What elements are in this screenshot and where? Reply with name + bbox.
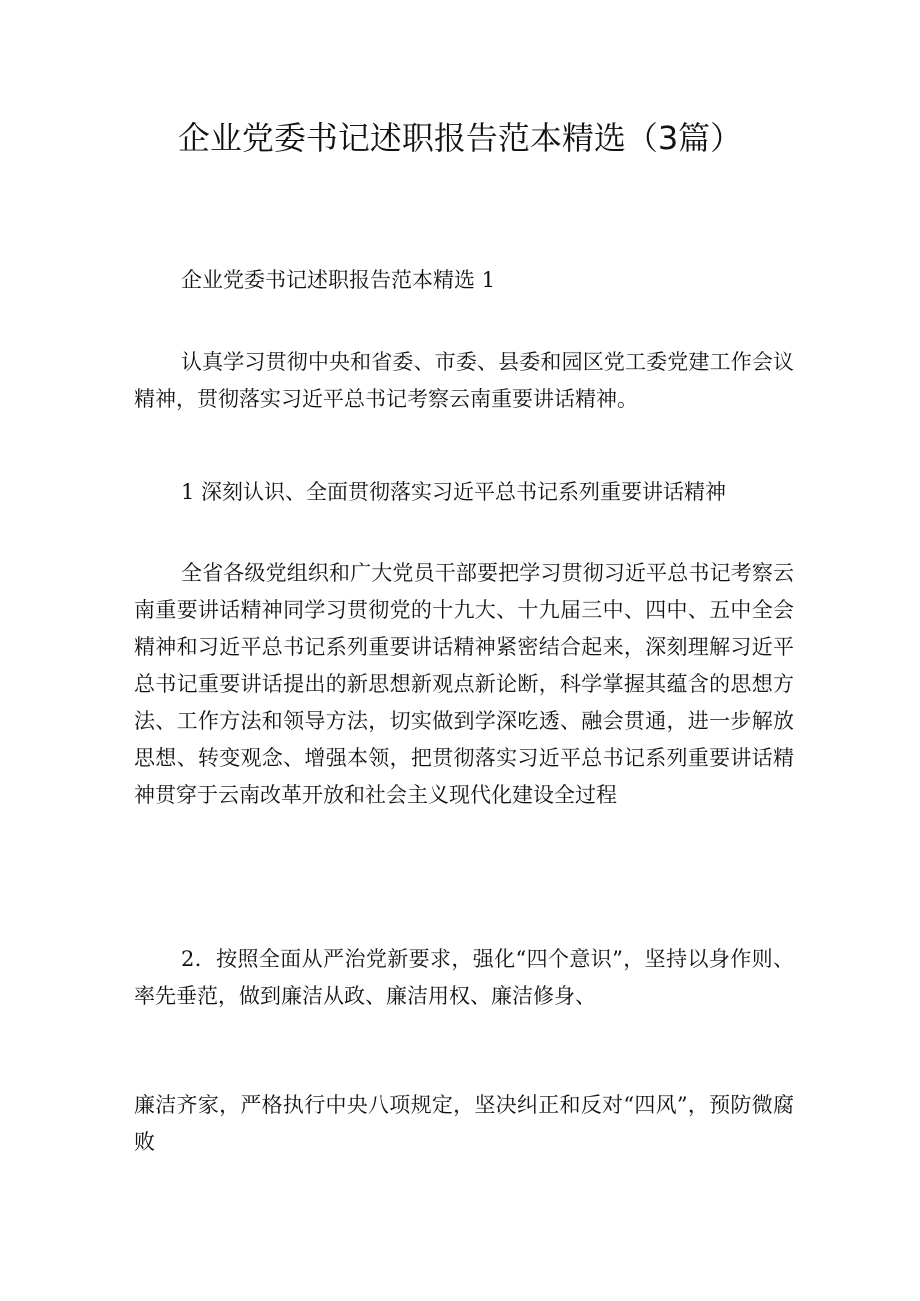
section-title: 企业党委书记述职报告范本精选 1 <box>181 268 496 292</box>
paragraph: 全省各级党组织和广大党员干部要把学习贯彻习近平总书记考察云南重要讲话精神同学习贯彻党的十九大、十九届三中、四中、五中全会精神和习近平总书记系列重要讲话精神紧密结合起来，深刻理解习近平总书记重要讲话提出的新思想新观点新论断，科学掌握其蕴含的思想方法、工作方法和领导方法，切实做到学深吃透、融会贯通，进一步解放思想、转变观念、增强本领，把贯彻落实习近平总书记系列重要讲话精神贯穿于云南改革开放和社会主义现代化建设全过程 <box>134 561 794 807</box>
paragraph: 2．按照全面从严治党新要求，强化“四个意识”，坚持以身作则、率先垂范，做到廉洁从政、廉洁用权、廉洁修身、 <box>134 947 794 1008</box>
subheading: 1 深刻认识、全面贯彻落实习近平总书记系列重要讲话精神 <box>181 480 727 504</box>
paragraph: 廉洁齐家，严格执行中央八项规定，坚决纠正和反对“四风”，预防微腐败 <box>134 1093 794 1154</box>
paragraph: 认真学习贯彻中央和省委、市委、县委和园区党工委党建工作会议精神，贯彻落实习近平总书记考察云南重要讲话精神。 <box>134 350 794 411</box>
document-title: 企业党委书记述职报告范本精选（3篇） <box>177 119 743 157</box>
